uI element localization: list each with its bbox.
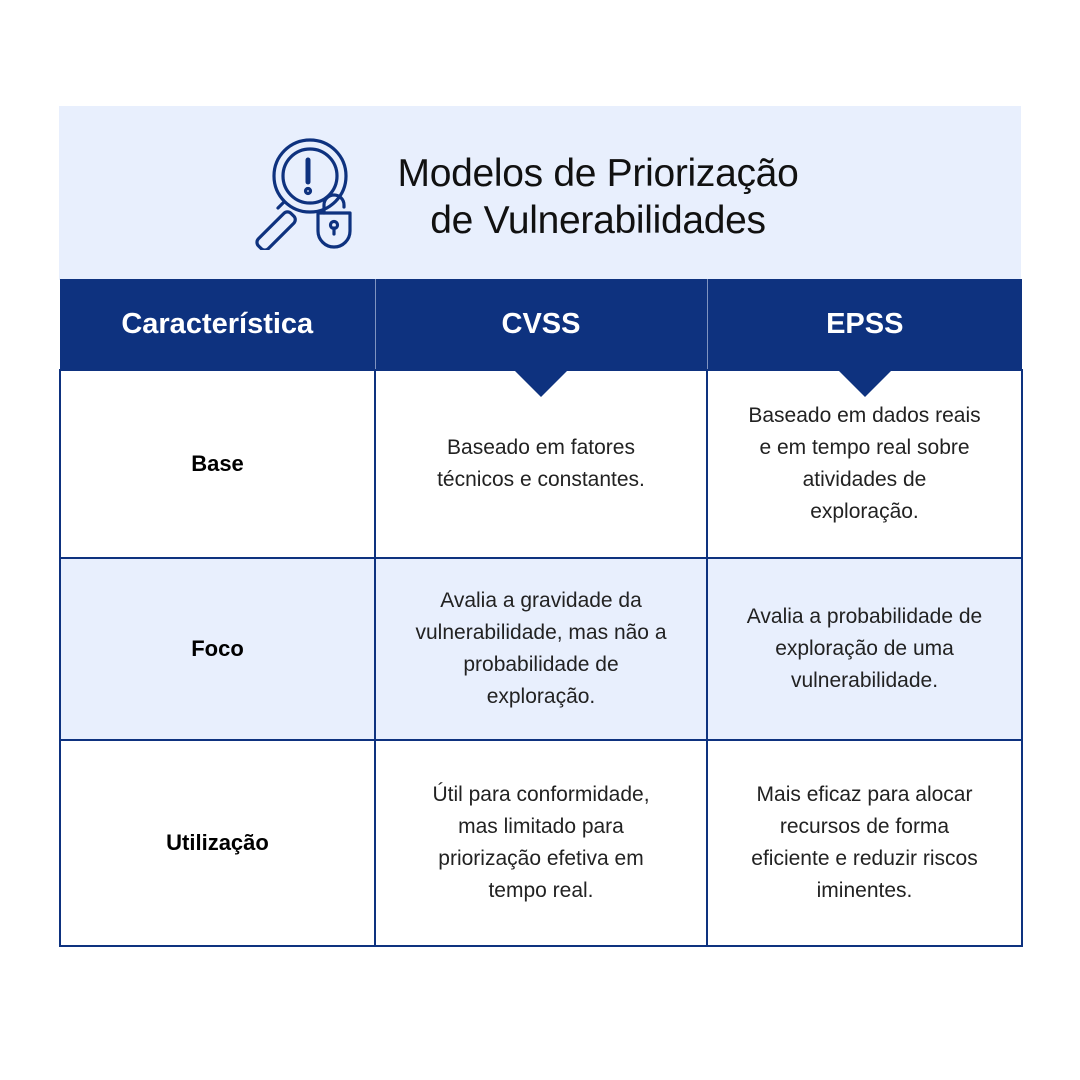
header-cvss [375, 279, 707, 370]
notch-pointer [837, 369, 893, 397]
epss-cell: Baseado em dados reais e em tempo real sobre atividades de exploração. [707, 370, 1022, 558]
notch-pointer [513, 369, 569, 397]
title-line-2: de Vulnerabilidades [430, 199, 766, 242]
epss-cell: Avalia a probabilidade de exploração de uma vulnerabilidade. [707, 558, 1022, 740]
row-label: Base [60, 370, 375, 558]
header-epss [707, 279, 1022, 370]
epss-cell: Mais eficaz para alocar recursos de forma eficiente e reduzir riscos iminentes. [707, 740, 1022, 946]
table-row [60, 740, 1022, 946]
title-line-1: Modelos de Priorização [397, 152, 799, 195]
page-title [360, 150, 836, 244]
cvss-cell: Baseado em fatores técnicos e constantes. [375, 370, 707, 558]
cvss-cell: Útil para conformidade, mas limitado para priorização efetiva em tempo real. [375, 740, 707, 946]
magnifier-alert-unlock-icon [234, 136, 356, 250]
header-row [60, 279, 1022, 370]
header-cvss-label: CVSS [501, 307, 581, 340]
cvss-cell: Avalia a gravidade da vulnerabilidade, mas não a probabilidade de exploração. [375, 558, 707, 740]
comparison-table [59, 279, 1023, 947]
table-row [60, 370, 1022, 558]
header-epss-label: EPSS [826, 307, 904, 340]
row-label: Utilização [60, 740, 375, 946]
header-caracteristica: Característica [60, 279, 375, 370]
row-label: Foco [60, 558, 375, 740]
table-row [60, 558, 1022, 740]
